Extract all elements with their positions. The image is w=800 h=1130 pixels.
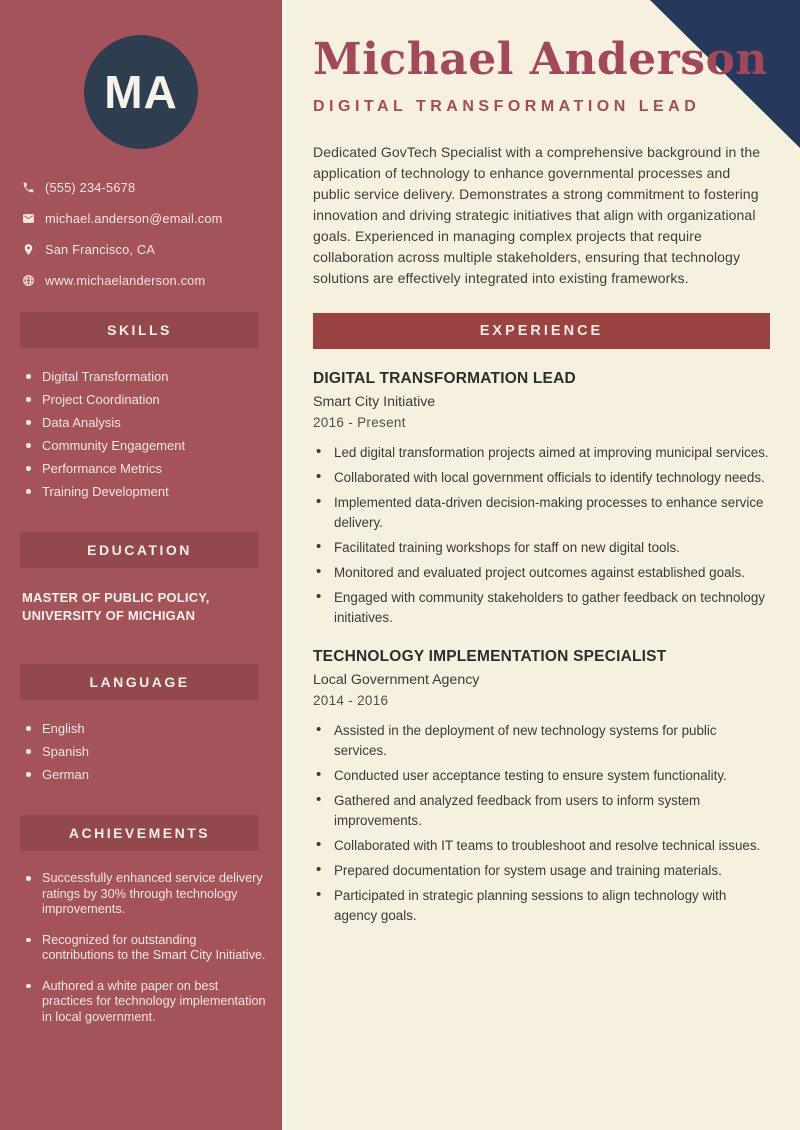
education-section-header xyxy=(20,532,259,568)
experience-section-header xyxy=(313,313,770,349)
language-section-header xyxy=(20,664,259,700)
contact-phone xyxy=(22,180,282,195)
location-text: San Francisco, CA xyxy=(45,242,156,257)
profile-summary: Dedicated GovTech Specialist with a comprehensive background in the application of technology to enhance governmental processes and public service delivery. Demonstrates a strong commitment to fostering innovation and driving strategic initiatives that align with organizational goals. Experienced in managing complex projects that require collaboration across multiple stakeholders, ensuring that technology solutions are effectively integrated into existing frameworks. xyxy=(313,144,761,287)
globe-icon xyxy=(22,274,35,287)
job-dates: 2014 - 2016 xyxy=(313,693,389,709)
skill-item: Project Coordination xyxy=(24,392,272,407)
job-bullet: • Conducted user acceptance testing to ensure system functionality. xyxy=(313,766,770,786)
achievements-heading: ACHIEVEMENTS xyxy=(68,825,211,841)
skill-item: Community Engagement xyxy=(24,438,272,453)
skill-item: Training Development xyxy=(24,484,272,499)
education-degree: MASTER OF PUBLIC POLICY, UNIVERSITY OF MICHIGAN xyxy=(22,590,210,623)
sidebar xyxy=(0,0,282,1130)
job-title: TECHNOLOGY IMPLEMENTATION SPECIALIST xyxy=(313,648,667,666)
job-bullet: • Gathered and analyzed feedback from users to inform system improvements. xyxy=(313,791,770,831)
avatar-initials: MA xyxy=(104,66,178,118)
contact-location xyxy=(22,242,282,257)
language-item: German xyxy=(24,767,272,782)
education-heading: EDUCATION xyxy=(87,542,192,558)
contact-email xyxy=(22,211,282,226)
job-bullet-list xyxy=(313,721,770,926)
language-item: Spanish xyxy=(24,744,272,759)
skills-list xyxy=(24,369,272,499)
job-company: Local Government Agency xyxy=(313,672,480,689)
achievement-item: Successfully enhanced service delivery ratings by 30% through technology improvements. xyxy=(24,871,268,918)
job-bullet: • Collaborated with IT teams to troubleshoot and resolve technical issues. xyxy=(313,836,770,856)
job-entry xyxy=(313,370,770,628)
website-url: www.michaelanderson.com xyxy=(45,273,206,288)
job-bullet: • Facilitated training workshops for staff on new digital tools. xyxy=(313,538,770,558)
job-bullet: • Collaborated with local government officials to identify technology needs. xyxy=(313,468,770,488)
email-address: michael.anderson@email.com xyxy=(45,211,223,226)
avatar xyxy=(84,35,198,149)
contact-section xyxy=(22,180,282,288)
achievement-item: Authored a white paper on best practices for technology implementation in local government. xyxy=(24,979,268,1026)
skills-heading: SKILLS xyxy=(107,322,172,338)
phone-number: (555) 234-5678 xyxy=(45,180,136,195)
language-heading: LANGUAGE xyxy=(89,674,190,690)
job-bullet: • Assisted in the deployment of new technology systems for public services. xyxy=(313,721,770,761)
contact-website xyxy=(22,273,282,288)
job-bullet: • Prepared documentation for system usage and training materials. xyxy=(313,861,770,881)
experience-heading: EXPERIENCE xyxy=(479,323,604,340)
skill-item: Performance Metrics xyxy=(24,461,272,476)
job-title: DIGITAL TRANSFORMATION LEAD xyxy=(313,370,576,388)
job-bullet: • Led digital transformation projects aimed at improving municipal services. xyxy=(313,443,770,463)
main-content xyxy=(282,0,800,1130)
language-list xyxy=(24,721,272,782)
achievement-item: Recognized for outstanding contributions to the Smart City Initiative. xyxy=(24,933,268,964)
job-entry xyxy=(313,648,770,926)
email-icon xyxy=(22,212,35,225)
job-bullet: • Implemented data-driven decision-making processes to enhance service delivery. xyxy=(313,493,770,533)
person-name: Michael Anderson xyxy=(313,34,768,85)
person-title: DIGITAL TRANSFORMATION LEAD xyxy=(313,98,701,116)
language-item: English xyxy=(24,721,272,736)
achievements-list xyxy=(24,871,268,1025)
job-company: Smart City Initiative xyxy=(313,394,436,411)
job-bullet: • Participated in strategic planning sessions to align technology with agency goals. xyxy=(313,886,770,926)
job-bullet: • Engaged with community stakeholders to gather feedback on technology initiatives. xyxy=(313,588,770,628)
achievements-section-header xyxy=(20,815,259,851)
job-bullet-list xyxy=(313,443,770,628)
skill-item: Digital Transformation xyxy=(24,369,272,384)
job-bullet: • Monitored and evaluated project outcomes against established goals. xyxy=(313,563,770,583)
job-dates: 2016 - Present xyxy=(313,415,406,431)
location-pin-icon xyxy=(22,243,35,256)
skills-section-header xyxy=(20,312,259,348)
phone-icon xyxy=(22,181,35,194)
skill-item: Data Analysis xyxy=(24,415,272,430)
